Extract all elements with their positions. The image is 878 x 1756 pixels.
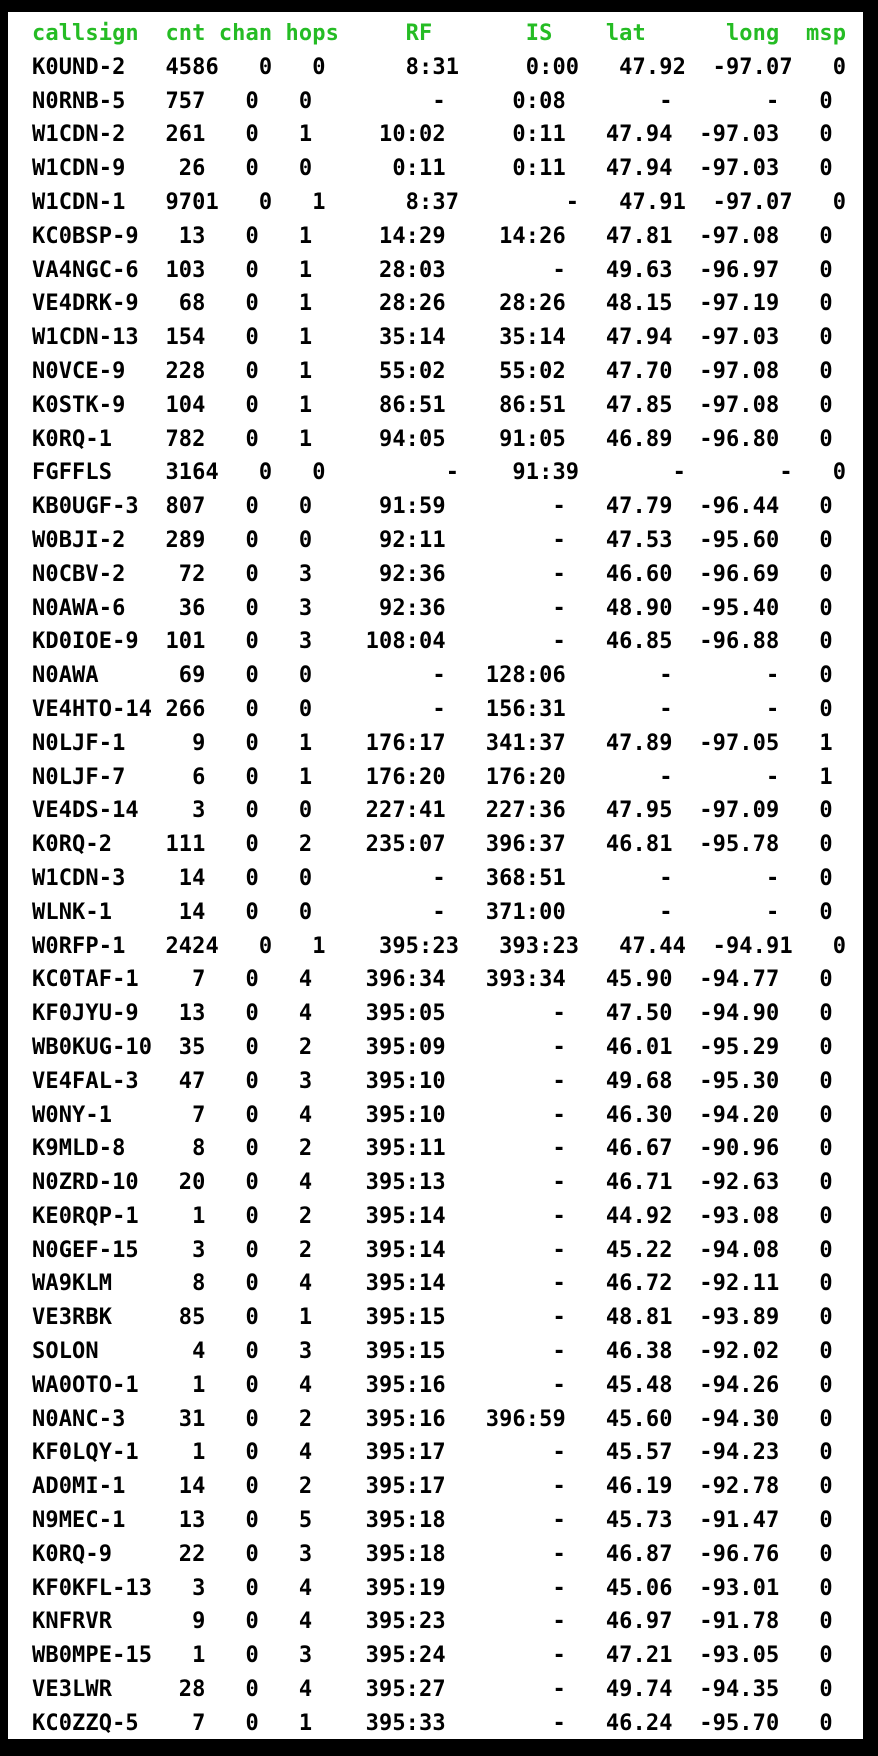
table-row: N0GEF-15 3 0 2 395:14 - 45.22 -94.08 0 <box>32 1237 833 1263</box>
table-row: VA4NGC-6 103 0 1 28:03 - 49.63 -96.97 0 <box>32 257 833 283</box>
table-row: W1CDN-3 14 0 0 - 368:51 - - 0 <box>32 865 833 891</box>
table-row: N9MEC-1 13 0 5 395:18 - 45.73 -91.47 0 <box>32 1508 833 1534</box>
table-row: VE3RBK 85 0 1 395:15 - 48.81 -93.89 0 <box>32 1305 833 1331</box>
table-row: VE4DS-14 3 0 0 227:41 227:36 47.95 -97.09 0 <box>32 798 833 824</box>
table-row: N0AWA 69 0 0 - 128:06 - - 0 <box>32 663 833 689</box>
table-row: K0RQ-9 22 0 3 395:18 - 46.87 -96.76 0 <box>32 1541 833 1567</box>
table-row: VE3LWR 28 0 4 395:27 - 49.74 -94.35 0 <box>32 1677 833 1703</box>
table-row: WB0KUG-10 35 0 2 395:09 - 46.01 -95.29 0 <box>32 1034 833 1060</box>
table-row: N0RNB-5 757 0 0 - 0:08 - - 0 <box>32 88 833 114</box>
table-row: W1CDN-1 9701 0 1 8:37 - 47.91 -97.07 0 <box>32 189 847 215</box>
table-row: N0AWA-6 36 0 3 92:36 - 48.90 -95.40 0 <box>32 595 833 621</box>
table-row: KC0TAF-1 7 0 4 396:34 393:34 45.90 -94.77 0 <box>32 967 833 993</box>
table-row: W0BJI-2 289 0 0 92:11 - 47.53 -95.60 0 <box>32 527 833 553</box>
table-row: WA0OTO-1 1 0 4 395:16 - 45.48 -94.26 0 <box>32 1372 833 1398</box>
table-row: W1CDN-2 261 0 1 10:02 0:11 47.94 -97.03 0 <box>32 122 833 148</box>
table-row: W1CDN-13 154 0 1 35:14 35:14 47.94 -97.03 0 <box>32 325 833 351</box>
terminal-screen <box>8 12 863 1739</box>
table-header: callsign cnt chan hops RF IS lat long msp <box>32 21 847 46</box>
table-row: KNFRVR 9 0 4 395:23 - 46.97 -91.78 0 <box>32 1609 833 1635</box>
table-row: K9MLD-8 8 0 2 395:11 - 46.67 -90.96 0 <box>32 1136 833 1162</box>
stations-table <box>8 12 863 1739</box>
table-row: FGFFLS 3164 0 0 - 91:39 - - 0 <box>32 460 847 486</box>
table-row: KD0IOE-9 101 0 3 108:04 - 46.85 -96.88 0 <box>32 629 833 655</box>
table-row: VE4DRK-9 68 0 1 28:26 28:26 48.15 -97.19 0 <box>32 291 833 317</box>
table-row: N0VCE-9 228 0 1 55:02 55:02 47.70 -97.08 0 <box>32 358 833 384</box>
table-row: VE4FAL-3 47 0 3 395:10 - 49.68 -95.30 0 <box>32 1068 833 1094</box>
table-row: K0STK-9 104 0 1 86:51 86:51 47.85 -97.08 0 <box>32 392 833 418</box>
table-row: KF0JYU-9 13 0 4 395:05 - 47.50 -94.90 0 <box>32 1001 833 1027</box>
table-row: WA9KLM 8 0 4 395:14 - 46.72 -92.11 0 <box>32 1271 833 1297</box>
table-row: N0ZRD-10 20 0 4 395:13 - 46.71 -92.63 0 <box>32 1170 833 1196</box>
table-row: W1CDN-9 26 0 0 0:11 0:11 47.94 -97.03 0 <box>32 156 833 182</box>
table-row: KC0BSP-9 13 0 1 14:29 14:26 47.81 -97.08 0 <box>32 223 833 249</box>
table-row: K0UND-2 4586 0 0 8:31 0:00 47.92 -97.07 0 <box>32 54 847 80</box>
table-row: N0CBV-2 72 0 3 92:36 - 46.60 -96.69 0 <box>32 561 833 587</box>
table-row: KF0KFL-13 3 0 4 395:19 - 45.06 -93.01 0 <box>32 1575 833 1601</box>
table-row: WLNK-1 14 0 0 - 371:00 - - 0 <box>32 899 833 925</box>
table-row: KC0ZZQ-5 7 0 1 395:33 - 46.24 -95.70 0 <box>32 1710 833 1736</box>
table-row: KB0UGF-3 807 0 0 91:59 - 47.79 -96.44 0 <box>32 494 833 520</box>
table-row: W0RFP-1 2424 0 1 395:23 393:23 47.44 -94.91 0 <box>32 933 847 959</box>
table-row: K0RQ-1 782 0 1 94:05 91:05 46.89 -96.80 0 <box>32 426 833 452</box>
table-row: N0ANC-3 31 0 2 395:16 396:59 45.60 -94.30 0 <box>32 1406 833 1432</box>
table-row: VE4HTO-14 266 0 0 - 156:31 - - 0 <box>32 696 833 722</box>
table-row: AD0MI-1 14 0 2 395:17 - 46.19 -92.78 0 <box>32 1474 833 1500</box>
table-row: KE0RQP-1 1 0 2 395:14 - 44.92 -93.08 0 <box>32 1203 833 1229</box>
table-row: WB0MPE-15 1 0 3 395:24 - 47.21 -93.05 0 <box>32 1643 833 1669</box>
table-row: SOLON 4 0 3 395:15 - 46.38 -92.02 0 <box>32 1339 833 1365</box>
table-row: K0RQ-2 111 0 2 235:07 396:37 46.81 -95.78 0 <box>32 832 833 858</box>
table-row: N0LJF-7 6 0 1 176:20 176:20 - - 1 <box>32 764 833 790</box>
table-row: KF0LQY-1 1 0 4 395:17 - 45.57 -94.23 0 <box>32 1440 833 1466</box>
table-row: W0NY-1 7 0 4 395:10 - 46.30 -94.20 0 <box>32 1102 833 1128</box>
table-row: N0LJF-1 9 0 1 176:17 341:37 47.89 -97.05 1 <box>32 730 833 756</box>
